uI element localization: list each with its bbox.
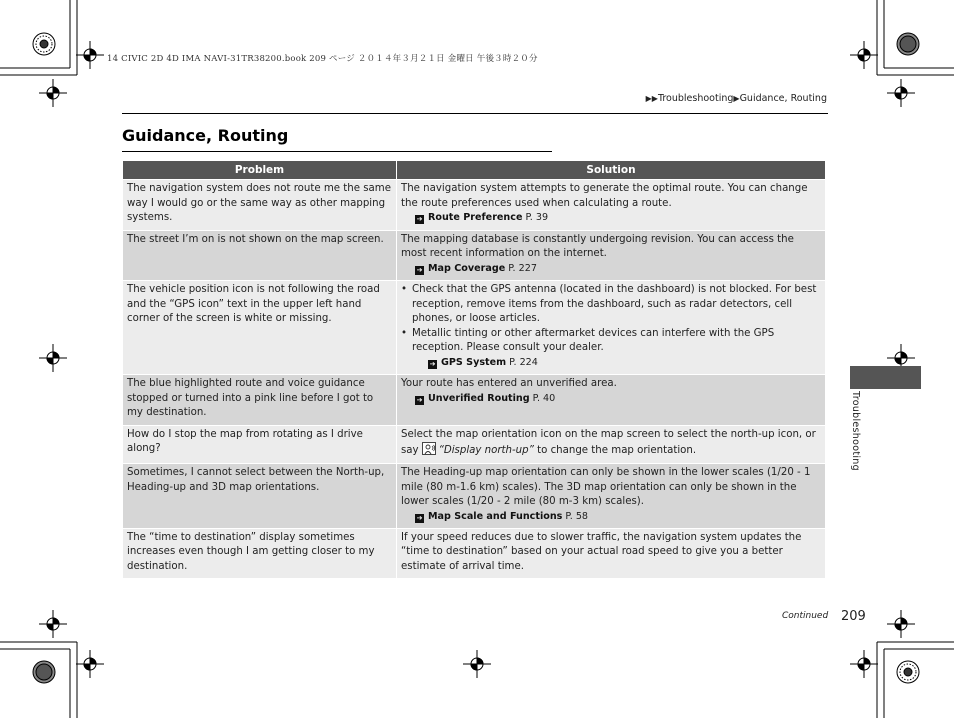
breadcrumb-current: Guidance, Routing <box>739 93 827 104</box>
reference-page: P. 58 <box>562 510 589 522</box>
section-side-label: Troubleshooting <box>850 391 861 471</box>
solution-cell <box>397 230 826 280</box>
table-row <box>123 230 826 280</box>
voice-talk-icon <box>422 442 436 455</box>
page-reference-link[interactable] <box>401 392 821 406</box>
table-row <box>123 180 826 231</box>
voice-command: “Display north-up” <box>438 445 534 457</box>
solution-text: The Heading-up map orientation can only be shown in the lower scales (1/20 - 1 mile (80 m-1.6 km) scales). The 3D map orientation can only be shown in the lower scales (1/20 - 2 mile (80 m-3 km) scales). <box>401 466 811 508</box>
troubleshooting-table <box>122 160 826 579</box>
header-rule <box>122 113 828 114</box>
problem-cell: The navigation system does not route me the same way I would go or the same way as other mapping systems. <box>123 180 397 231</box>
reference-title: GPS System <box>441 356 507 368</box>
reference-page: P. 224 <box>506 356 538 368</box>
solution-bullet: • Metallic tinting or other aftermarket devices can interfere with the GPS reception. Please consult your dealer. <box>401 327 821 356</box>
table-row <box>123 528 826 579</box>
breadcrumb-section[interactable]: Troubleshooting <box>657 93 734 104</box>
solution-bullet-list <box>401 283 821 356</box>
solution-text: Your route has entered an unverified area. <box>401 377 617 389</box>
solution-text: The mapping database is constantly undergoing revision. You can access the most recent information on the internet. <box>401 233 794 260</box>
page-reference-link[interactable] <box>401 262 821 276</box>
section-side-tab[interactable] <box>850 366 921 389</box>
problem-cell: The “time to destination” display sometimes increases even though I am getting closer to my destination. <box>123 528 397 579</box>
table-row <box>123 374 826 425</box>
table-header-row <box>123 161 826 180</box>
page-number: 209 <box>841 609 866 624</box>
reference-page: P. 227 <box>505 262 537 274</box>
solution-cell: If your speed reduces due to slower traffic, the navigation system updates the “time to destination” based on your actual road speed to give you a better estimate of arrival time. <box>397 528 826 579</box>
reference-arrow-icon: ➔ <box>416 265 423 274</box>
reference-title: Map Scale and Functions <box>428 510 563 522</box>
page-reference-link[interactable] <box>401 356 821 370</box>
solution-text: The navigation system attempts to generate the optimal route. You can change the route preferences used when calculating a route. <box>401 183 808 209</box>
header-problem: Problem <box>123 161 397 180</box>
solution-cell <box>397 463 826 528</box>
continued-label: Continued <box>782 611 829 621</box>
problem-cell: The vehicle position icon is not following the road and the “GPS icon” text in the upper left hand corner of the screen is white or missing. <box>123 280 397 374</box>
breadcrumb <box>646 93 827 104</box>
reference-arrow-icon: ➔ <box>416 395 423 404</box>
problem-cell: The blue highlighted route and voice guidance stopped or turned into a pink line before I got to my destination. <box>123 374 397 425</box>
solution-cell <box>397 280 826 374</box>
solution-cell <box>397 180 826 231</box>
header-solution: Solution <box>397 161 826 180</box>
breadcrumb-separator: ▶ <box>733 94 740 103</box>
reference-page: P. 39 <box>522 212 549 224</box>
problem-cell: Sometimes, I cannot select between the North-up, Heading-up and 3D map orientations. <box>123 463 397 528</box>
title-underline <box>122 151 552 152</box>
table-row <box>123 280 826 374</box>
reference-arrow-icon: ➔ <box>429 359 436 368</box>
solution-cell <box>397 374 826 425</box>
solution-bullet: • Check that the GPS antenna (located in the dashboard) is not blocked. For best reception, remove items from the dashboard, such as radar detectors, cell phones, or loose articles. <box>401 283 821 327</box>
reference-arrow-icon: ➔ <box>416 513 423 522</box>
page-title: Guidance, Routing <box>122 126 289 145</box>
solution-text: Select the map orientation icon on the map screen to select the north-up icon, or say <box>401 428 816 457</box>
page-reference-link[interactable] <box>401 510 821 524</box>
breadcrumb-arrows: ▶▶ <box>645 94 658 103</box>
problem-cell: The street I’m on is not shown on the map screen. <box>123 230 397 280</box>
reference-title: Map Coverage <box>428 262 506 274</box>
table-row <box>123 463 826 528</box>
print-info-line: 14 CIVIC 2D 4D IMA NAVI-31TR38200.book 209 ページ ２０１４年３月２１日 金曜日 午後３時２０分 <box>107 54 538 64</box>
page-reference-link[interactable] <box>401 211 821 225</box>
solution-cell <box>397 425 826 463</box>
solution-text-end: to change the map orientation. <box>533 445 697 457</box>
problem-cell: How do I stop the map from rotating as I drive along? <box>123 425 397 463</box>
reference-page: P. 40 <box>529 392 556 404</box>
table-row <box>123 425 826 463</box>
reference-title: Unverified Routing <box>428 392 530 404</box>
reference-arrow-icon: ➔ <box>416 215 423 224</box>
reference-title: Route Preference <box>428 212 523 224</box>
